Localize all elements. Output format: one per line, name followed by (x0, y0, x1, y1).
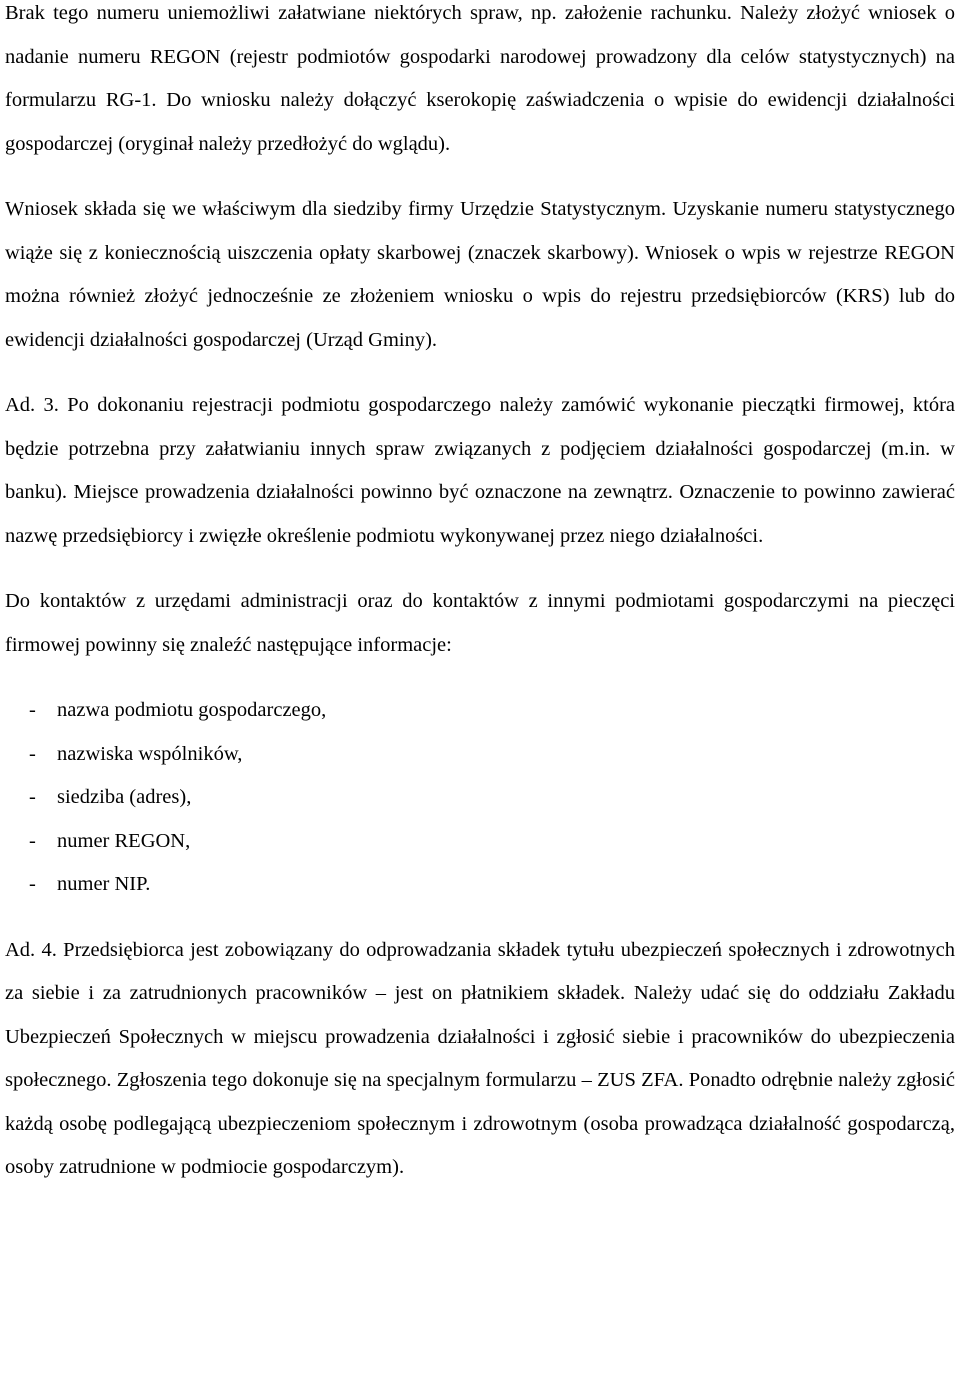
list-item-text: numer NIP. (57, 873, 151, 895)
paragraph-statistical-office: Wniosek składa się we właściwym dla siedziby firmy Urzędzie Statystycznym. Uzyskanie numeru statystycznego wiąże się z koniecznością uiszczenia opłaty skarbowej (znaczek skarbowy). Wniosek o wpis w rejestrze REGON można również złożyć jednocześnie ze złożeniem wniosku o wpis do rejestru przedsiębiorców (KRS) lub do ewidencji działalności gospodarczej (Urząd Gminy). (5, 198, 955, 351)
list-item-text: nazwiska wspólników, (57, 742, 243, 765)
list-item-text: siedziba (adres), (57, 786, 192, 808)
document-page (5, 0, 955, 1190)
list-item-text: nazwa podmiotu gospodarczego, (57, 699, 327, 721)
list-dash: - (29, 873, 36, 895)
paragraph-ad4-social-insurance: Ad. 4. Przedsiębiorca jest zobowiązany do odprowadzania składek tytułu ubezpieczeń społecznych i zdrowotnych za siebie i za zatrudnionych pracowników – jest on płatnikiem składek. Należy udać się do oddziału Zakładu Ubezpieczeń Społecznych w miejscu prowadzenia działalności i zgłosić siebie i pracowników do ubezpieczenia społecznego. Zgłoszenia tego dokonuje się na specjalnym formularzu – ZUS ZFA. Ponadto odrębnie należy zgłosić każdą osobę podlegającą ubezpieczeniom społecznym i zdrowotnym (osoba prowadząca działalność gospodarczą, osoby zatrudnione w podmiocie gospodarczym). (5, 938, 955, 1178)
list-item (5, 863, 955, 907)
list-item (5, 820, 955, 864)
stamp-information-list (5, 689, 955, 907)
paragraph-regon-application: Brak tego numeru uniemożliwi załatwiane niektórych spraw, np. założenie rachunku. Należy złożyć wniosek o nadanie numeru REGON (rejestr podmiotów gospodarki narodowej prowadzony dla celów statystycznych) na formularzu RG-1. Do wniosku należy dołączyć kserokopię zaświadczenia o wpisie do ewidencji działalności gospodarczej (oryginał należy przedłożyć do wglądu). (5, 2, 955, 155)
paragraph-spacer (5, 166, 955, 188)
paragraph-stamp-information: Do kontaktów z urzędami administracji oraz do kontaktów z innymi podmiotami gospodarczymi na pieczęci firmowej powinny się znaleźć następujące informacje: (5, 590, 955, 656)
list-item (5, 733, 955, 777)
list-dash: - (29, 786, 36, 808)
list-dash: - (29, 699, 36, 721)
paragraph-spacer (5, 558, 955, 580)
paragraph-ad3-company-stamp: Ad. 3. Po dokonaniu rejestracji podmiotu gospodarczego należy zamówić wykonanie pieczątki firmowej, która będzie potrzebna przy załatwianiu innych spraw związanych z podjęciem działalności gospodarczej (m.in. w banku). Miejsce prowadzenia działalności powinno być oznaczone na zewnątrz. Oznaczenie to powinno zawierać nazwę przedsiębiorcy i zwięzłe określenie podmiotu wykonywanej przez niego działalności. (5, 394, 955, 547)
list-dash: - (29, 742, 36, 765)
list-item (5, 689, 955, 733)
paragraph-spacer (5, 907, 955, 929)
list-item (5, 776, 955, 820)
paragraph-spacer (5, 362, 955, 384)
list-dash: - (29, 829, 36, 852)
list-item-text: numer REGON, (57, 829, 191, 852)
paragraph-spacer (5, 667, 955, 689)
